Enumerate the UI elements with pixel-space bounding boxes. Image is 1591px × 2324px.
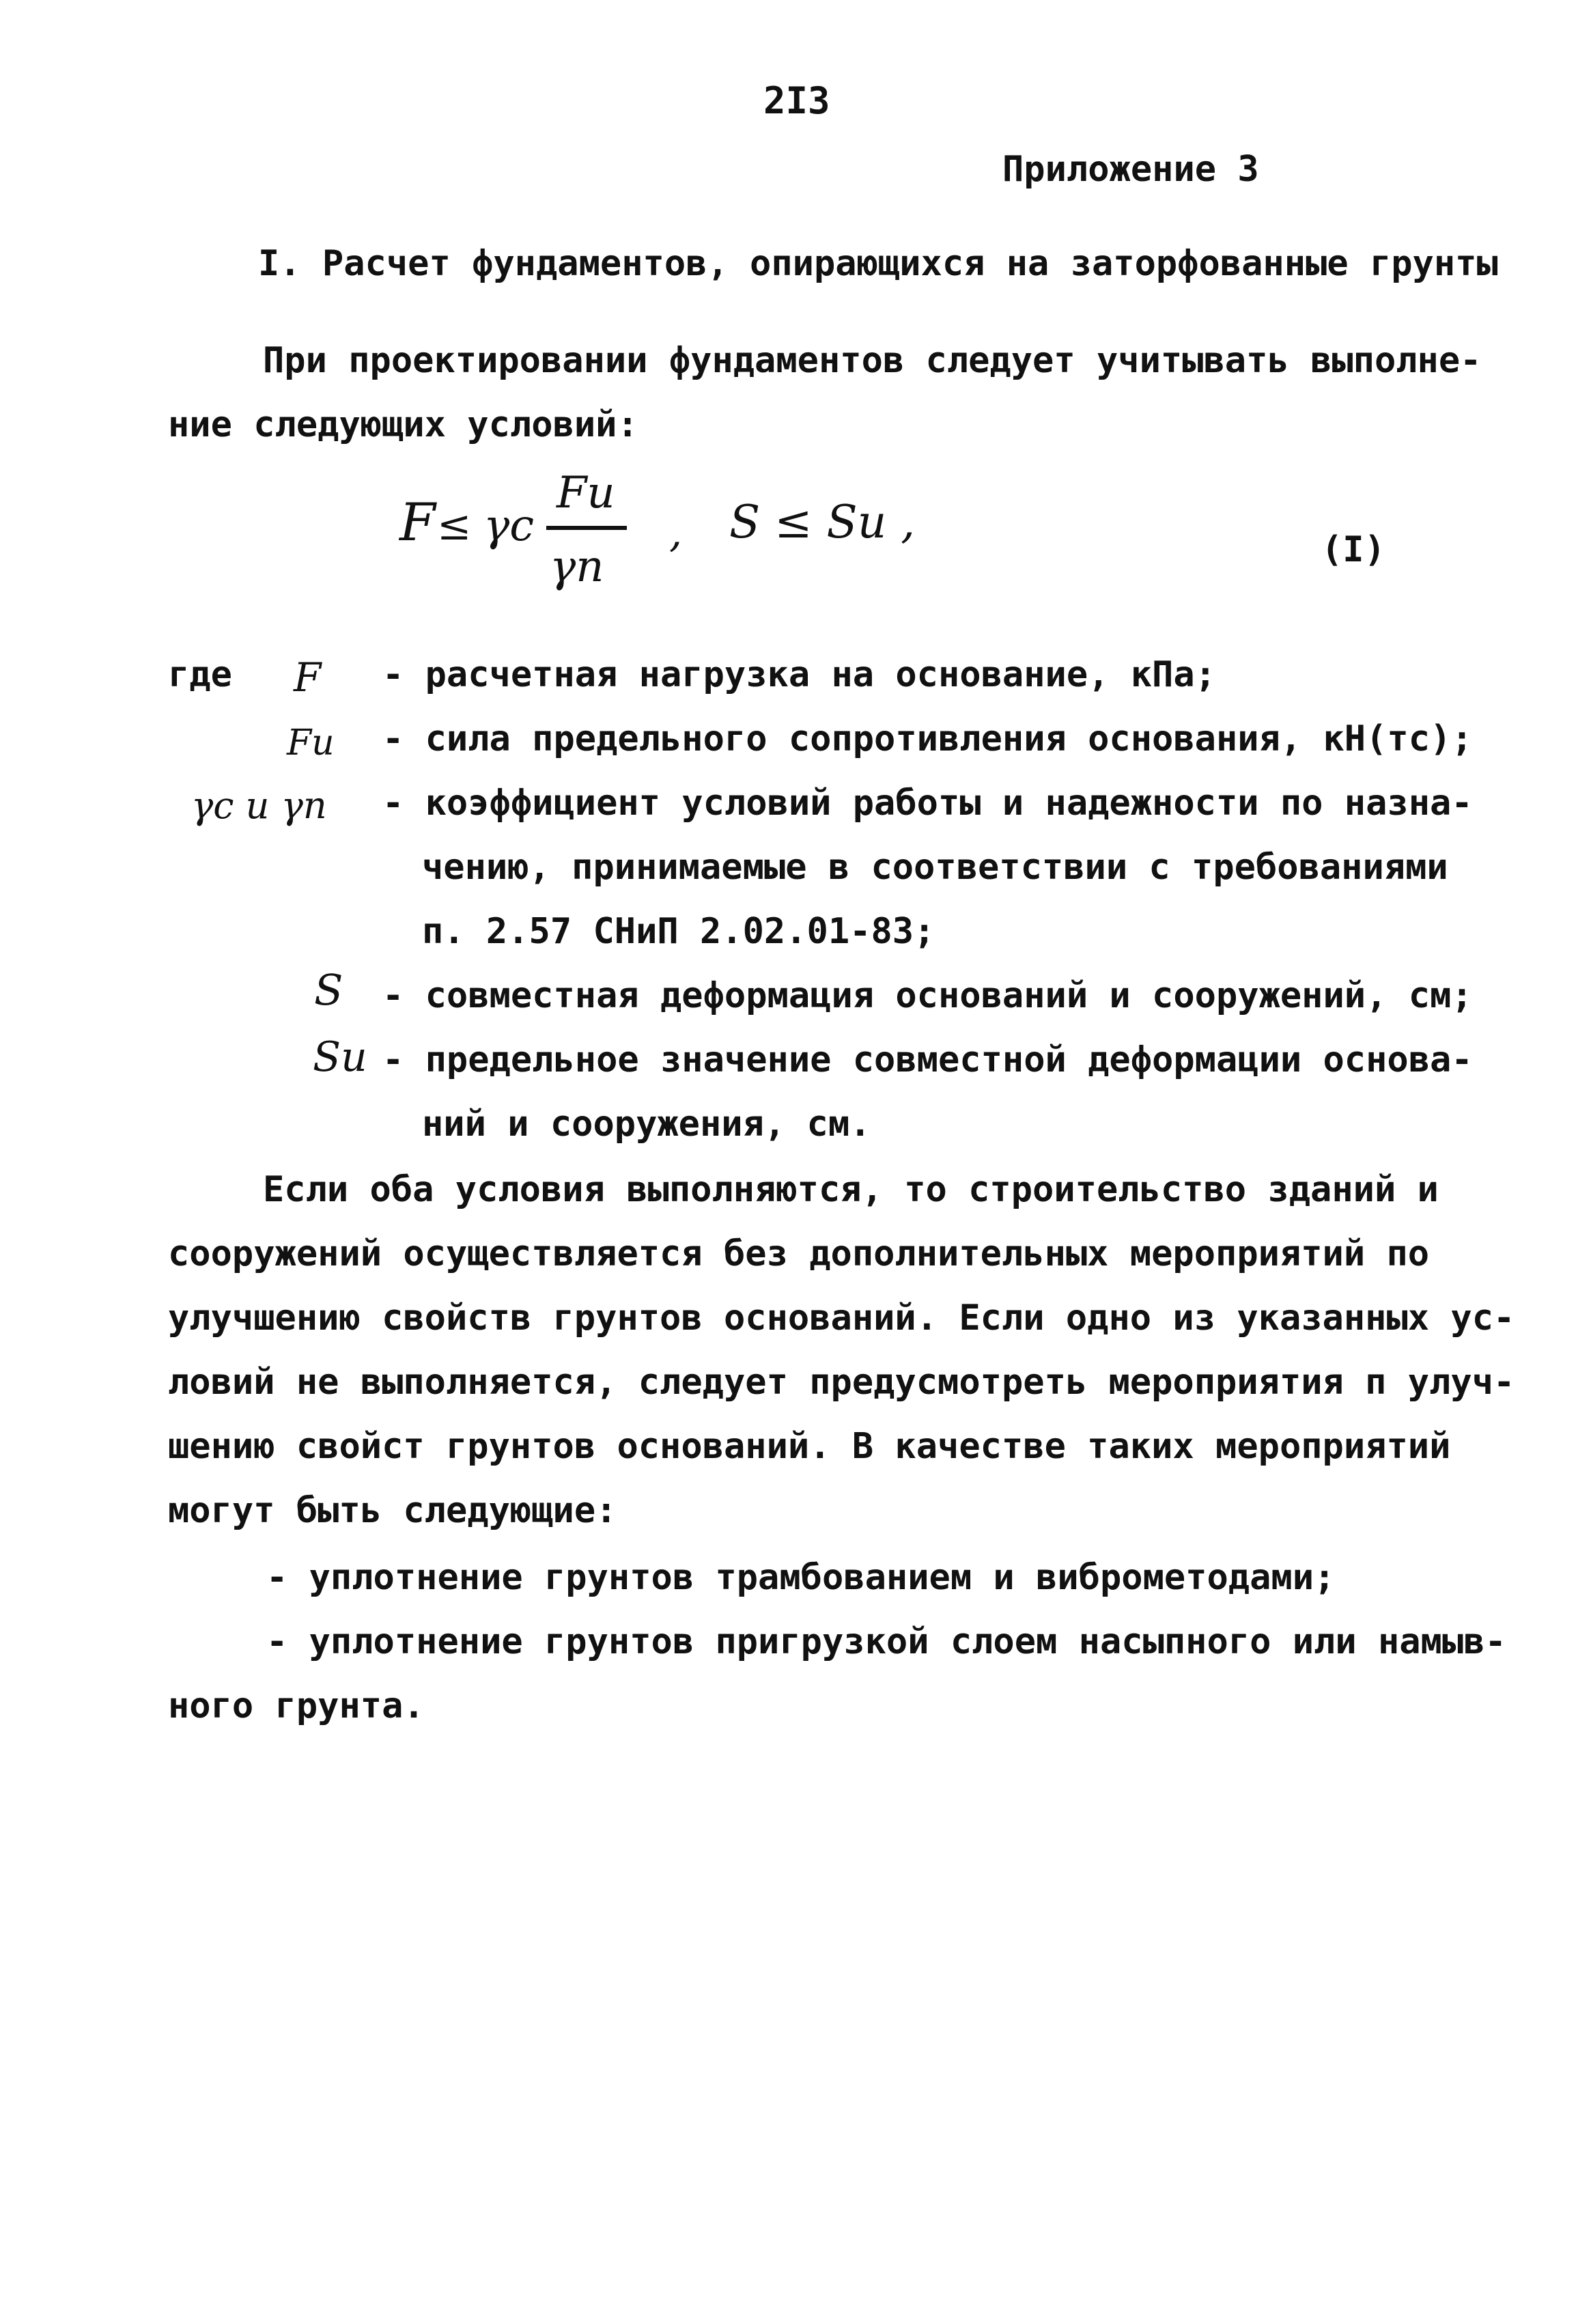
def-text-gamma-2: чению, принимаемые в соответствии с требованиями bbox=[422, 847, 1448, 888]
formula-number: (I) bbox=[1321, 529, 1385, 570]
intro-line-2: ние следующих условий: bbox=[168, 404, 638, 445]
formula-Fu: Fu bbox=[557, 468, 615, 518]
paragraph-line-2: сооружений осуществляется без дополнительных мероприятий по bbox=[168, 1233, 1430, 1274]
formula-gamma-c: γc bbox=[483, 501, 535, 551]
list-item-2: - уплотнение грунтов пригрузкой слоем насыпного или намыв- bbox=[266, 1621, 1506, 1662]
paragraph-line-3: улучшению свойств грунтов оснований. Если одно из указанных ус- bbox=[168, 1298, 1515, 1339]
def-symbol-Fu: Fu bbox=[287, 723, 335, 764]
paragraph-line-1: Если оба условия выполняются, то строительство зданий и bbox=[263, 1169, 1439, 1210]
def-text-Su-1: - предельное значение совместной деформации основа- bbox=[382, 1039, 1473, 1080]
formula-gamma-n: γn bbox=[550, 542, 604, 592]
intro-line-1: При проектировании фундаментов следует учитывать выполне- bbox=[263, 340, 1482, 381]
def-symbol-F: F bbox=[294, 654, 322, 701]
def-text-S: - совместная деформация оснований и сооружений, см; bbox=[382, 975, 1473, 1016]
paragraph-line-6: могут быть следующие: bbox=[168, 1490, 617, 1531]
paragraph-line-5: шению свойст грунтов оснований. В качестве таких мероприятий bbox=[168, 1426, 1451, 1467]
formula-F: F bbox=[399, 492, 436, 552]
def-symbol-gamma: γc и γn bbox=[191, 784, 327, 827]
page-number: 2I3 bbox=[763, 79, 830, 122]
def-symbol-Su: Su bbox=[313, 1033, 367, 1081]
appendix-label: Приложение 3 bbox=[1002, 149, 1259, 190]
def-symbol-S: S bbox=[314, 965, 343, 1015]
list-item-1: - уплотнение грунтов трамбованием и виброметодами; bbox=[266, 1557, 1336, 1598]
def-text-gamma-1: - коэффициент условий работы и надежности по назна- bbox=[382, 783, 1473, 824]
paragraph-line-4: ловий не выполняется, следует предусмотреть мероприятия п улуч- bbox=[168, 1362, 1515, 1403]
fraction-bar bbox=[546, 526, 627, 530]
formula-S-leq-Su: S ≤ Su , bbox=[729, 496, 916, 548]
list-item-2-cont: ного грунта. bbox=[168, 1685, 425, 1726]
def-text-gamma-3: п. 2.57 СНиП 2.02.01-83; bbox=[422, 911, 935, 952]
where-label: где bbox=[168, 654, 232, 695]
formula-comma: , bbox=[669, 509, 683, 557]
formula-leq: ≤ bbox=[437, 502, 472, 550]
def-text-Su-2: ний и сооружения, см. bbox=[422, 1104, 871, 1145]
def-text-Fu: - сила предельного сопротивления основания, кН(тс); bbox=[382, 718, 1473, 759]
section-heading: I. Расчет фундаментов, опирающихся на заторфованные грунты bbox=[258, 243, 1498, 284]
def-text-F: - расчетная нагрузка на основание, кПа; bbox=[382, 654, 1216, 695]
